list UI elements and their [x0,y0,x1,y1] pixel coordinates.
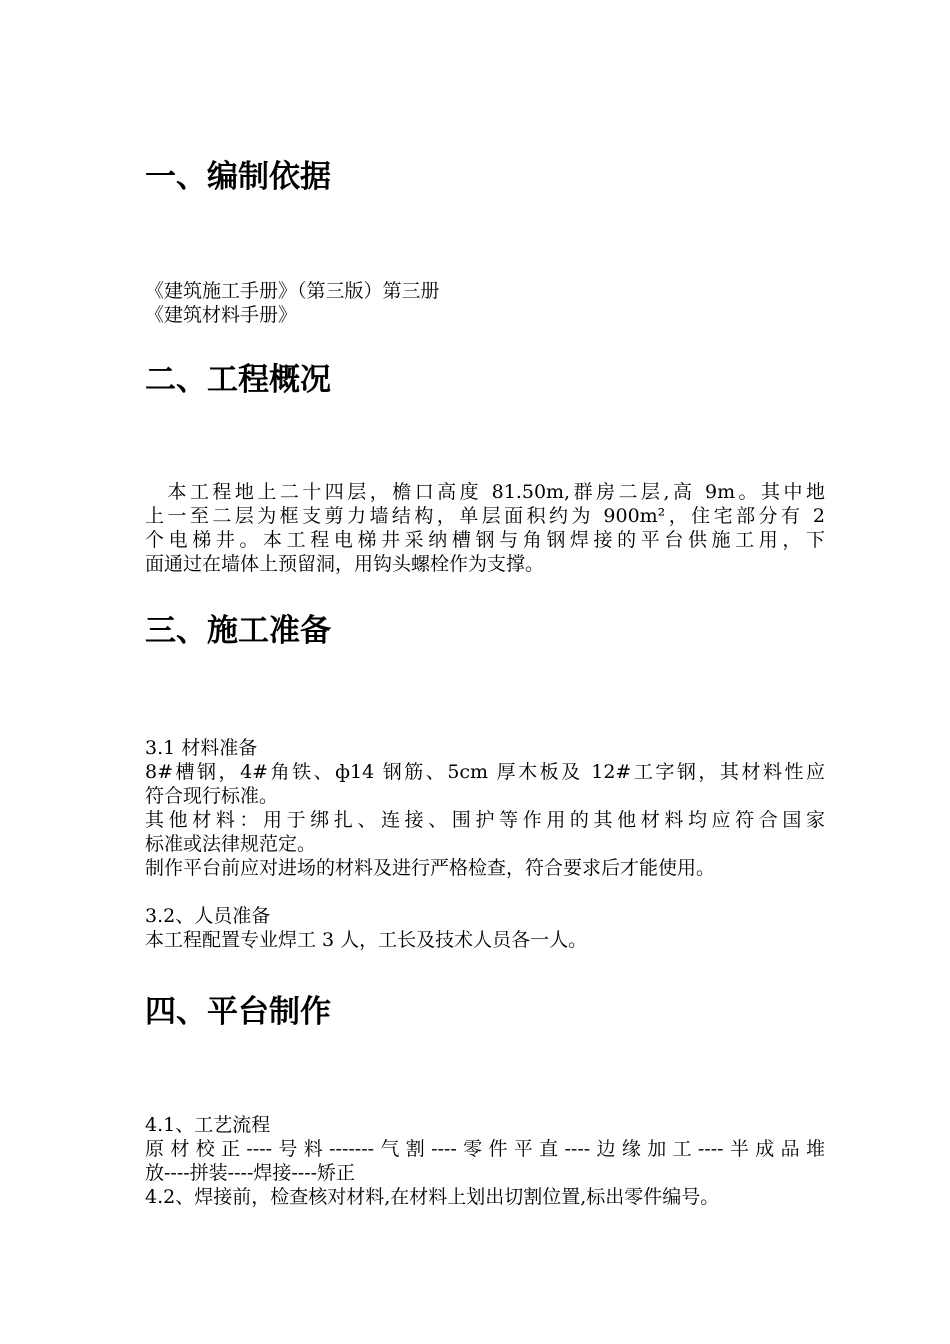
section-heading-preparation: 三、施工准备 [145,613,331,649]
section-body-preparation [145,736,825,952]
paragraph-line: 面通过在墙体上预留洞，用钩头螺栓作为支撑。 [145,553,545,575]
paragraph-line: 符合现行标准。 [145,785,279,807]
section-body-fabrication [145,1113,825,1209]
process-flow-line: 原材校正----号料-------气割----零件平直----边缘加工----半成品堆 [145,1138,825,1160]
section-heading-basis: 一、编制依据 [145,159,331,195]
subsection-title: 3.2、人员准备 [145,905,271,927]
section-heading-overview: 二、工程概况 [145,362,331,398]
paragraph-line: 8#槽钢，4#角铁、ф14 钢筋、5cm 厚木板及 12#工字钢，其材料性应 [145,761,825,783]
paragraph-line: 标准或法律规范定。 [145,833,317,855]
paragraph-line: 上一至二层为框支剪力墙结构，单层面积约为 900m²，住宅部分有 2 [145,505,825,527]
reference-line: 《建筑施工手册》（第三版）第三册 [145,280,440,302]
section-body-basis [145,279,825,327]
section-body-overview [145,480,825,576]
section-heading-fabrication: 四、平台制作 [145,994,331,1030]
paragraph-gap [145,880,825,904]
reference-line: 《建筑材料手册》 [145,304,298,326]
paragraph-line: 制作平台前应对进场的材料及进行严格检查，符合要求后才能使用。 [145,857,716,879]
paragraph-line: 4.2、焊接前，检查核对材料,在材料上划出切割位置,标出零件编号。 [145,1186,720,1208]
paragraph-line: 本工程地上二十四层，檐口高度 81.50m,群房二层,高 9m。其中地 [145,481,825,503]
subsection-title: 3.1 材料准备 [145,737,258,759]
subsection-title: 4.1、工艺流程 [145,1114,271,1136]
paragraph-line: 个电梯井。本工程电梯井采纳槽钢与角钢焊接的平台供施工用，下 [145,529,825,551]
paragraph-line: 本工程配置专业焊工 3 人，工长及技术人员各一人。 [145,929,588,951]
process-flow-line: 放----拼装----焊接----矫正 [145,1162,356,1184]
paragraph-line: 其他材料：用于绑扎、连接、围护等作用的其他材料均应符合国家 [145,809,825,831]
